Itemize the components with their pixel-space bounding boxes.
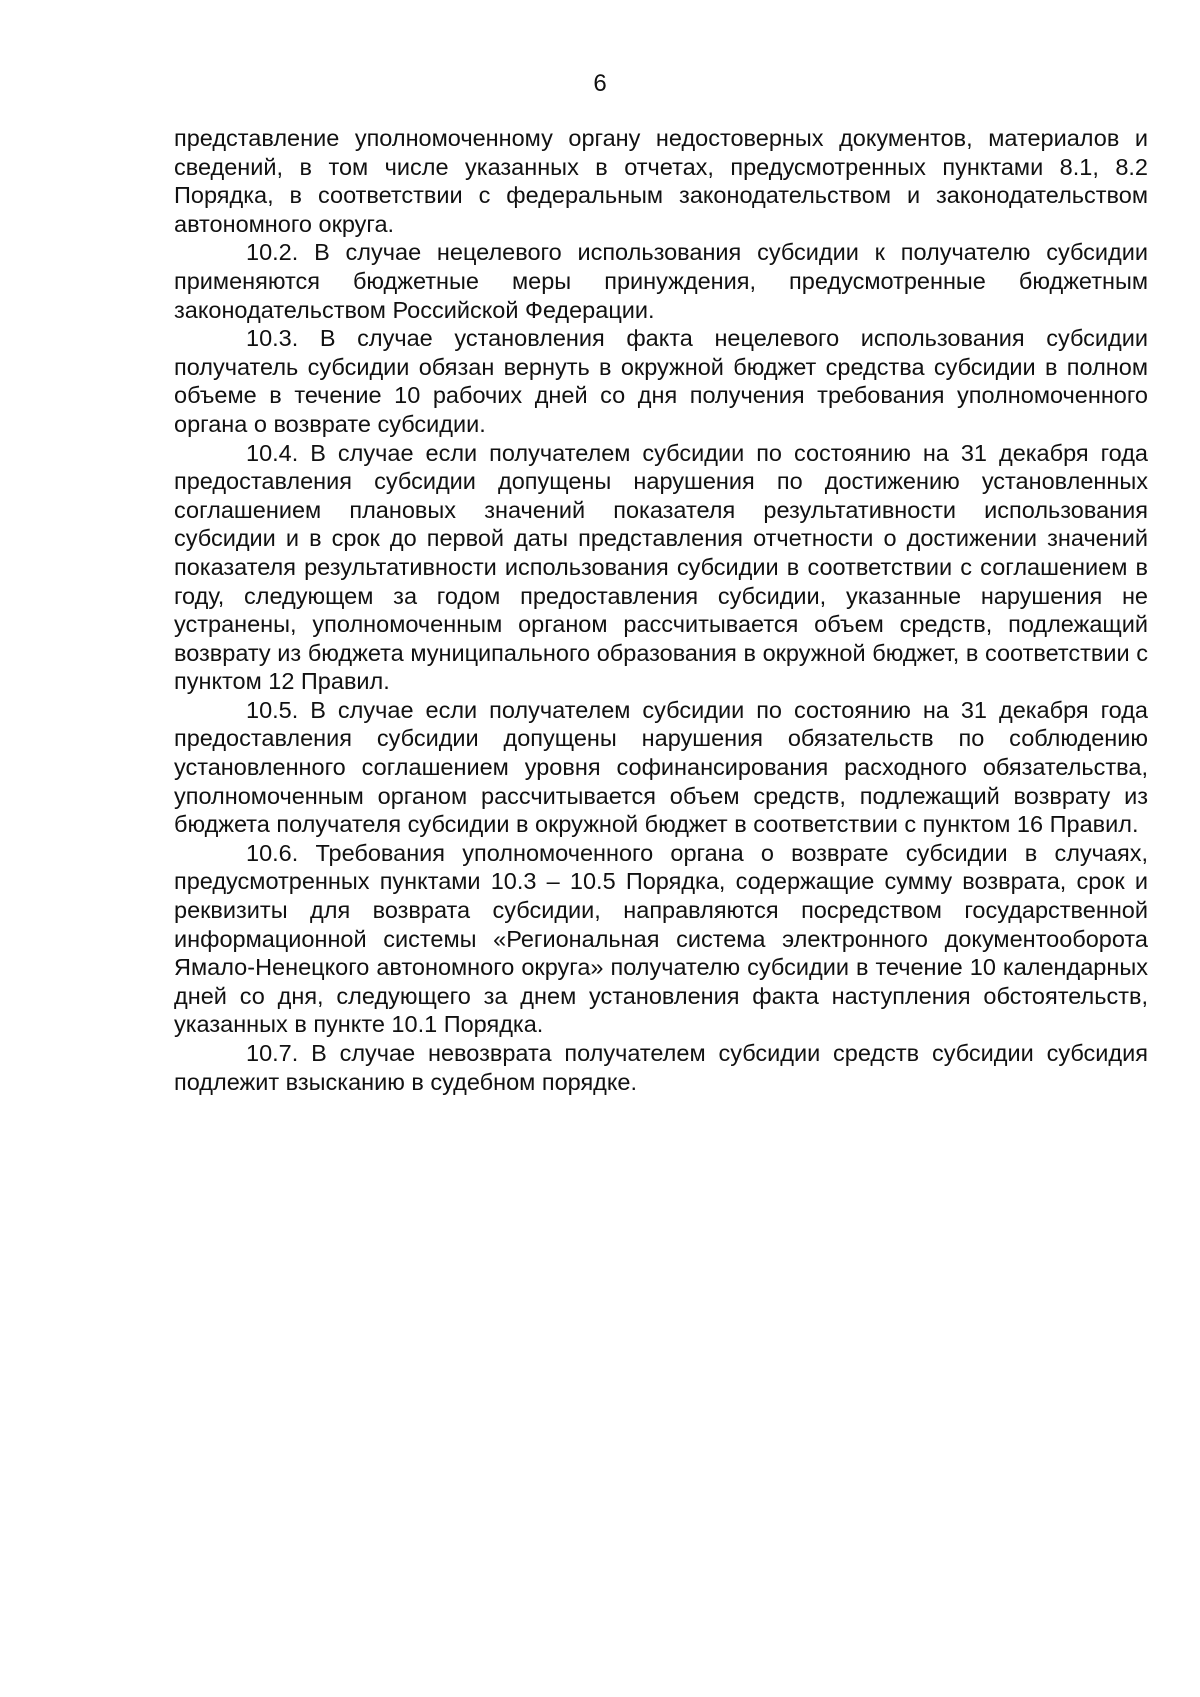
paragraph-text: В случае нецелевого использования субсидии к получателю субсидии применяются бюджетные меры принуждения, предусмотренные бюджетным законодательством Российской Федерации. xyxy=(174,239,1148,323)
paragraph-text: представление уполномоченному органу недостоверных документов, материалов и сведений, в том числе указанных в отчетах, предусмотренных пунктами 8.1, 8.2 Порядка, в соответствии с федеральным законодательством и законодательством автономного округа. xyxy=(174,125,1148,237)
paragraph-text: В случае установления факта нецелевого использования субсидии получатель субсидии обязан вернуть в окружной бюджет средства субсидии в полном объеме в течение 10 рабочих дней со дня получения требования уполномоченного органа о возврате субсидии. xyxy=(174,325,1148,437)
paragraph-number: 10.3. xyxy=(246,325,299,352)
paragraph-number: 10.2. xyxy=(246,239,299,266)
paragraph-text: В случае если получателем субсидии по состоянию на 31 декабря года предоставления субсидии допущены нарушения обязательств по соблюдению установленного соглашением уровня софинансирования расходного обязательства, уполномоченным органом рассчитывается объем средств, подлежащий возврату из бюджета получателя субсидии в окружной бюджет в соответствии с пунктом 16 Правил. xyxy=(174,696,1148,838)
paragraph-10-2 xyxy=(174,238,1148,324)
paragraph-number: 10.4. xyxy=(246,439,299,466)
paragraph-continuation xyxy=(174,124,1148,238)
document-body xyxy=(174,124,1148,1096)
paragraph-text: В случае невозврата получателем субсидии средств субсидии субсидия подлежит взысканию в судебном порядке. xyxy=(174,1040,1148,1095)
paragraph-text: В случае если получателем субсидии по состоянию на 31 декабря года предоставления субсидии допущены нарушения по достижению установленных соглашением плановых значений показателя результативности использования субсидии и в срок до первой даты представления отчетности о достижении значений показателя результативности использования субсидии в соответствии с соглашением в году, следующем за годом предоставления субсидии, указанные нарушения не устранены, уполномоченным органом рассчитывается объем средств, подлежащий возврату из бюджета муниципального образования в окружной бюджет, в соответствии с пунктом 12 Правил. xyxy=(174,439,1148,695)
paragraph-number: 10.7. xyxy=(246,1040,299,1066)
page-number: 6 xyxy=(593,70,607,97)
paragraph-10-4 xyxy=(174,439,1148,696)
paragraph-number: 10.6. xyxy=(246,839,299,866)
paragraph-10-7 xyxy=(174,1039,1148,1096)
paragraph-10-3 xyxy=(174,324,1148,438)
paragraph-number: 10.5. xyxy=(246,696,299,723)
paragraph-10-6 xyxy=(174,839,1148,1039)
paragraph-text: Требования уполномоченного органа о возврате субсидии в случаях, предусмотренных пунктами 10.3 – 10.5 Порядка, содержащие сумму возврата, срок и реквизиты для возврата субсидии, направляются посредством государственной информационной системы «Региональная система электронного документооборота Ямало-Ненецкого автономного округа» получателю субсидии в течение 10 календарных дней со дня, следующего за днем установления факта наступления обстоятельств, указанных в пункте 10.1 Порядка. xyxy=(174,839,1148,1038)
paragraph-10-5 xyxy=(174,696,1148,839)
